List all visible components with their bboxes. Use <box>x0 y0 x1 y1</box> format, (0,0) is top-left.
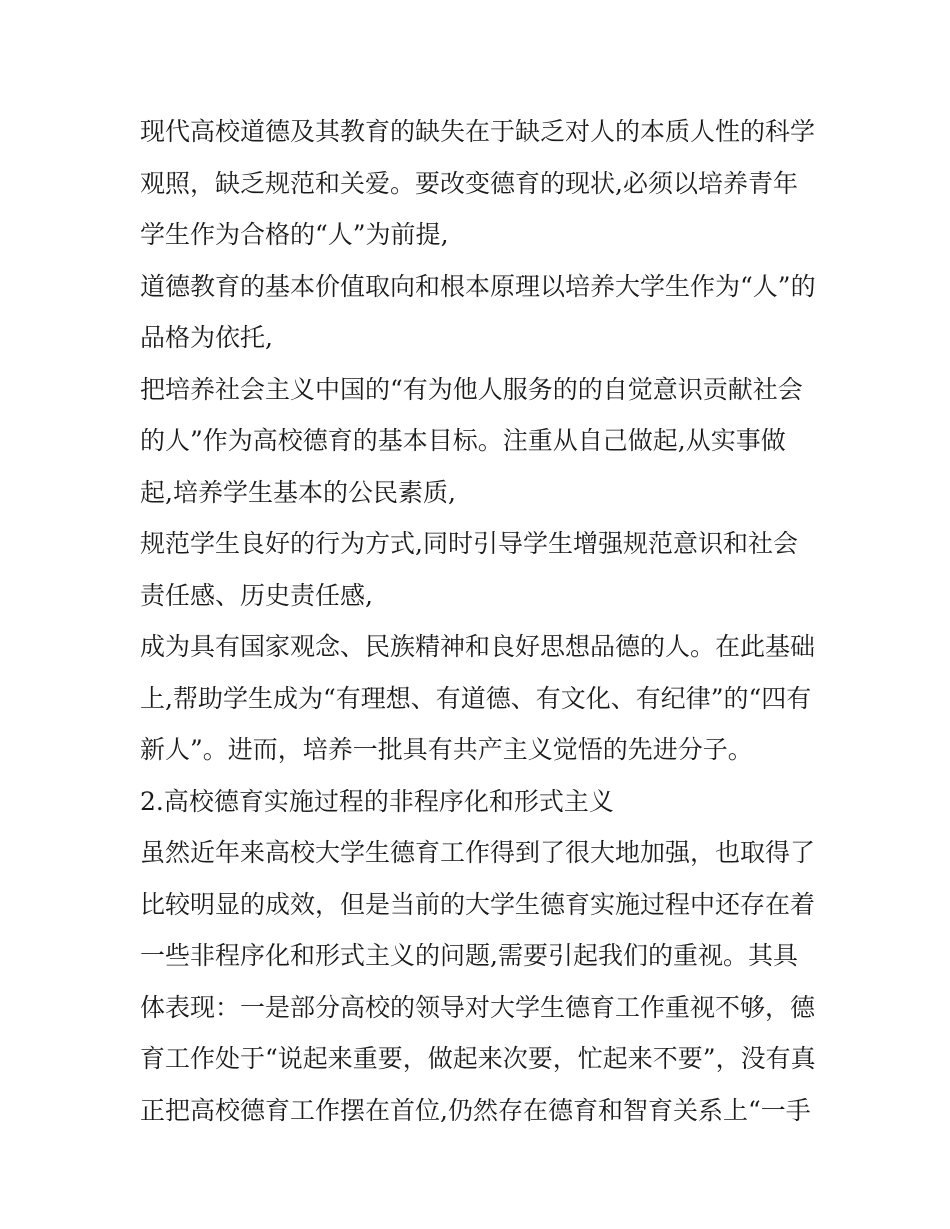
text-line: 的人”作为高校德育的基本目标。注重从自己做起,从实事做 <box>140 426 786 455</box>
text-line: 上,帮助学生成为“有理想、有道德、有文化、有纪律”的“四有 <box>140 683 812 713</box>
document-body <box>140 106 830 1136</box>
text-line: 正把高校德育工作摆在首位,仍然存在德育和智育关系上“一手 <box>140 1095 811 1125</box>
text-line: 起,培养学生基本的公民素质, <box>140 477 456 507</box>
text-line: 体表现：一是部分高校的领导对大学生德育工作重视不够，德 <box>140 992 816 1022</box>
text-line: 成为具有国家观念、民族精神和良好思想品德的人。在此基础 <box>140 632 816 661</box>
text-line: 新人”。进而，培养一批具有共产主义觉悟的先进分子。 <box>140 735 753 764</box>
text-line: 责任感、历史责任感, <box>140 580 373 610</box>
text-line: 规范学生良好的行为方式,同时引导学生增强规范意识和社会 <box>140 529 798 558</box>
text-line: 比较明显的成效，但是当前的大学生德育实施过程中还存在着 <box>140 889 816 919</box>
text-line: 学生作为合格的“人”为前提, <box>140 220 449 249</box>
text-line: 把培养社会主义中国的“有为他人服务的的自觉意识贡献社会 <box>140 374 803 404</box>
section-heading: 2.高校德育实施过程的非程序化和形式主义 <box>140 786 614 816</box>
text-line: 育工作处于“说起来重要，做起来次要，忙起来不要”，没有真 <box>140 1044 816 1073</box>
text-line: 道德教育的基本价值取向和根本原理以培养大学生作为“人”的 <box>140 271 816 301</box>
text-line: 虽然近年来高校大学生德育工作得到了很大地加强，也取得了 <box>140 838 816 867</box>
text-line: 观照，缺乏规范和关爱。要改变德育的现状,必须以培养青年 <box>140 168 798 198</box>
text-line: 品格为依托, <box>140 323 273 352</box>
text-line: 现代高校道德及其教育的缺失在于缺乏对人的本质人性的科学 <box>140 117 816 146</box>
text-line: 一些非程序化和形式主义的问题,需要引起我们的重视。其具 <box>140 941 798 970</box>
